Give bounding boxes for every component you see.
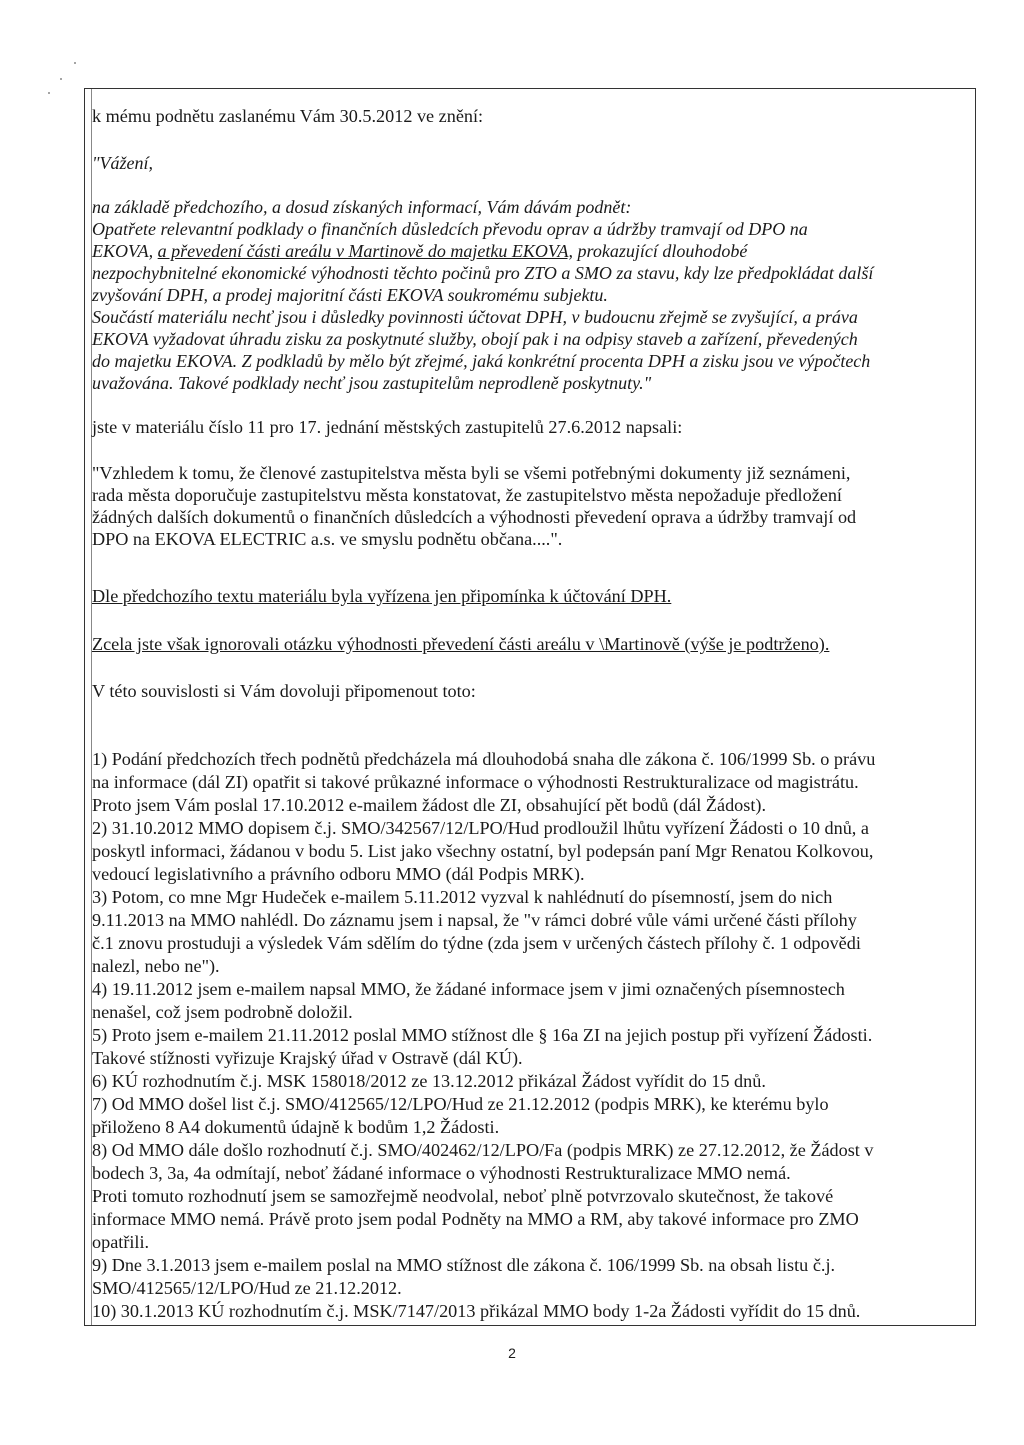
salutation: "Vážení, — [92, 153, 154, 173]
list-item: vedoucí legislativního a právního odboru MMO (dál Podpis MRK). — [92, 864, 585, 884]
quote-line — [92, 240, 747, 262]
list-item: 2) 31.10.2012 MMO dopisem č.j. SMO/342567/12/LPO/Hud prodloužil lhůtu vyřízení Žádosti o 10 dnů, a — [92, 818, 869, 838]
list-item: na informace (dál ZI) opatřit si takové průkazné informace o výhodnosti Restrukturalizace od magistrátu. — [92, 772, 859, 792]
council-quote-line: žádných dalších dokumentů o finančních důsledcích a výhodnosti převedení oprava a údržby tramvají od — [92, 507, 857, 527]
quote-line: do majetku EKOVA. Z podkladů by mělo být zřejmé, jaká konkrétní procenta DPH a zisku jsou ve výpočtech — [92, 351, 871, 371]
list-item: 9.11.2013 na MMO nahlédl. Do záznamu jsem i napsal, že "v rámci dobré vůle vámi určené části přílohy — [92, 910, 857, 930]
quote-line: na základě předchozího, a dosud získaných informací, Vám dávám podnět: — [92, 197, 632, 217]
list-item: č.1 znovu prostuduji a výsledek Vám sdělím do týdne (zda jsem v určených částech přílohy č. 1 odpovědi — [92, 933, 861, 953]
list-item: 3) Potom, co mne Mgr Hudeček e-mailem 5.11.2012 vyzval k nahlédnutí do písemností, jsem do nich — [92, 887, 833, 907]
list-item: nalezl, nebo ne"). — [92, 956, 220, 976]
list-item: Proto jsem Vám poslal 17.10.2012 e-mailem žádost dle ZI, obsahující pět bodů (dál Žádost). — [92, 795, 766, 815]
list-item: přiloženo 8 A4 dokumentů údajně k bodům 1,2 Žádosti. — [92, 1117, 500, 1137]
list-item: Proti tomuto rozhodnutí jsem se samozřejmě neodvolal, neboť plně potvrzovalo skutečnost, že takové — [92, 1186, 834, 1206]
list-item: Takové stížnosti vyřizuje Krajský úřad v Ostravě (dál KÚ). — [92, 1048, 523, 1068]
list-item: 7) Od MMO došel list č.j. SMO/412565/12/LPO/Hud ze 21.12.2012 (podpis MRK), ke kterému bylo — [92, 1094, 829, 1114]
list-item: 10) 30.1.2013 KÚ rozhodnutím č.j. MSK/7147/2013 přikázal MMO body 1-2a Žádosti vyřídit do 15 dnů. — [92, 1301, 861, 1321]
quote-fragment: EKOVA, — [92, 241, 158, 261]
underlined-note: Zcela jste však ignorovali otázku výhodnosti převedení části areálu v \Martinově (výše je podtrženo). — [92, 634, 830, 654]
council-quote-line: rada města doporučuje zastupitelstvu města konstatovat, že zastupitelstvo města nepožaduje předložení — [92, 485, 842, 505]
list-item: SMO/412565/12/LPO/Hud ze 21.12.2012. — [92, 1278, 402, 1298]
intro-line: k mému podnětu zaslanému Vám 30.5.2012 ve znění: — [92, 106, 484, 126]
list-item: 4) 19.11.2012 jsem e-mailem napsal MMO, že žádané informace jsem v jimi označených písemnostech — [92, 979, 845, 999]
quote-line: nezpochybnitelné ekonomické výhodnosti těchto počinů pro ZTO a SMO za stavu, kdy lze předpokládat další — [92, 263, 874, 283]
list-item: poskytl informaci, žádanou v bodu 5. List jako všechny ostatní, byl podepsán paní Mgr Renatou Kolkovou, — [92, 841, 874, 861]
page-number: 2 — [508, 1345, 516, 1361]
scan-speck — [60, 78, 62, 80]
quote-line: Opatřete relevantní podklady o finančních důsledcích převodu oprav a údržby tramvají od DPO na — [92, 219, 808, 239]
list-item: nenašel, což jsem podrobně doložil. — [92, 1002, 353, 1022]
list-item: 5) Proto jsem e-mailem 21.11.2012 poslal MMO stížnost dle § 16a ZI na jejich postup při vyřízení Žádosti. — [92, 1025, 873, 1045]
list-item: 9) Dne 3.1.2013 jsem e-mailem poslal na MMO stížnost dle zákona č. 106/1999 Sb. na obsah listu č.j. — [92, 1255, 836, 1275]
list-item: 6) KÚ rozhodnutím č.j. MSK 158018/2012 ze 13.12.2012 přikázal Žádost vyřídit do 15 dnů. — [92, 1071, 766, 1091]
list-item: 1) Podání předchozích třech podnětů předcházela má dlouhodobá snaha dle zákona č. 106/1999 Sb. o právu — [92, 749, 876, 769]
scan-speck — [48, 92, 50, 94]
remind-line: V této souvislosti si Vám dovoluji připomenout toto: — [92, 681, 476, 701]
underlined-note: Dle předchozího textu materiálu byla vyřízena jen připomínka k účtování DPH. — [92, 586, 672, 606]
underlined-fragment: a převedení části areálu v Martinově do majetku EKOVA, — [157, 241, 574, 261]
quote-fragment: prokazující dlouhodobé — [573, 241, 748, 261]
quote-line: uvažována. Takové podklady nechť jsou zastupitelům neprodleně poskytnuty." — [92, 373, 652, 393]
council-quote-line: DPO na EKOVA ELECTRIC a.s. ve smyslu podnětu občana....". — [92, 529, 563, 549]
scan-speck — [74, 62, 76, 64]
list-item: opatřili. — [92, 1232, 150, 1252]
council-quote-line: "Vzhledem k tomu, že členové zastupitelstva města byli se všemi potřebnými dokumenty již seznámeni, — [92, 463, 851, 483]
quote-line: Součástí materiálu nechť jsou i důsledky povinnosti účtovat DPH, v budoucnu zřejmě se zvyšující, a práva — [92, 307, 858, 327]
material-line: jste v materiálu číslo 11 pro 17. jednání městských zastupitelů 27.6.2012 napsali: — [92, 417, 683, 437]
quote-line: EKOVA vyžadovat úhradu zisku za poskytnuté služby, obojí pak i na odpisy staveb a zařízení, převedených — [92, 329, 858, 349]
list-item: bodech 3, 3a, 4a odmítají, neboť žádané informace o výhodnosti Restrukturalizace MMO nemá. — [92, 1163, 791, 1183]
list-item: 8) Od MMO dále došlo rozhodnutí č.j. SMO/402462/12/LPO/Fa (podpis MRK) ze 27.12.2012, že Žádost v — [92, 1140, 874, 1160]
quote-line: zvyšování DPH, a prodej majoritní části EKOVA soukromému subjektu. — [92, 285, 608, 305]
list-item: informace MMO nemá. Právě proto jsem podal Podněty na MMO a RM, aby takové informace pro ZMO — [92, 1209, 859, 1229]
